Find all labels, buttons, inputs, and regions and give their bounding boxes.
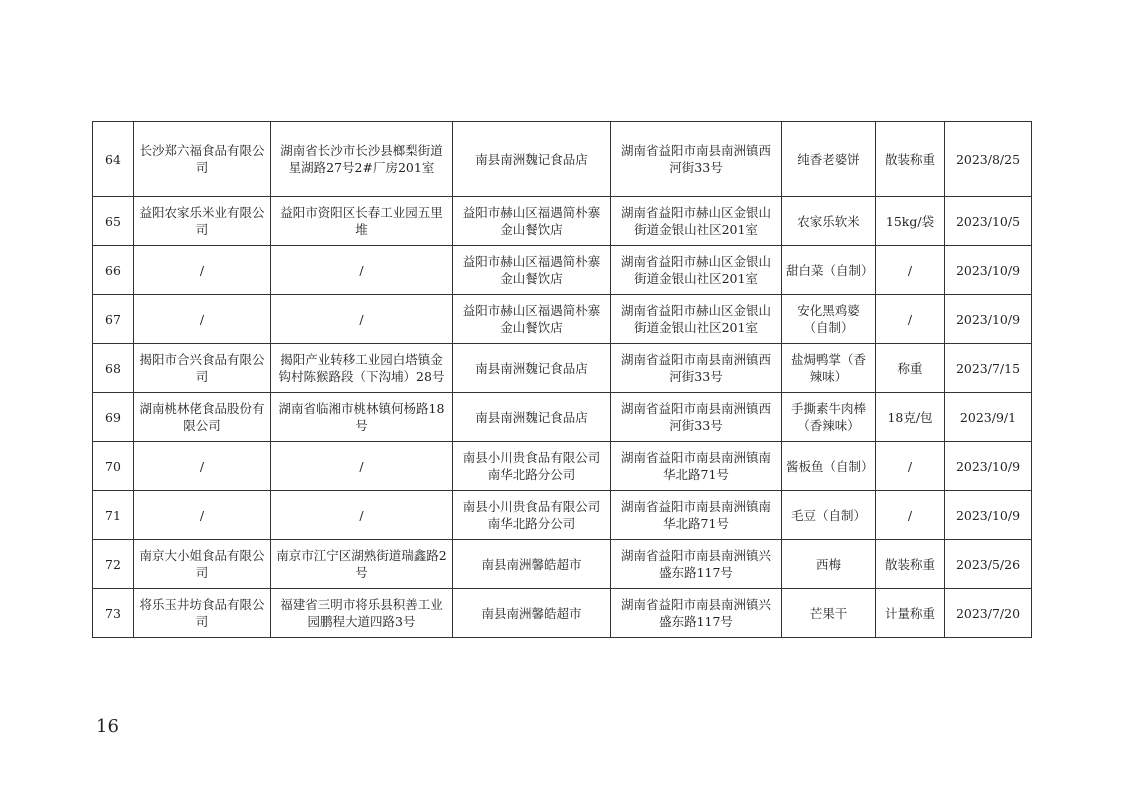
seller-name: 南县小川贵食品有限公司南华北路分公司 [453,442,611,491]
seller-name: 南县南洲馨皓超市 [453,589,611,638]
production-date: 2023/8/25 [945,122,1032,197]
row-number: 73 [93,589,134,638]
seller-name: 益阳市赫山区福遇简朴寨金山餐饮店 [453,197,611,246]
seller-address: 湖南省益阳市赫山区金银山街道金银山社区201室 [611,246,782,295]
row-number: 68 [93,344,134,393]
product-name: 芒果干 [782,589,876,638]
page-number: 16 [96,716,119,737]
producer-address: 揭阳产业转移工业园白塔镇金钩村陈猴路段（下沟埔）28号 [271,344,453,393]
table-row [93,491,1032,540]
product-name: 安化黑鸡婆（自制） [782,295,876,344]
table-row [93,295,1032,344]
producer-address: 益阳市资阳区长春工业园五里堆 [271,197,453,246]
producer-name: 南京大小姐食品有限公司 [134,540,271,589]
product-spec: 称重 [876,344,945,393]
seller-name: 南县南洲魏记食品店 [453,122,611,197]
seller-address: 湖南省益阳市南县南洲镇南华北路71号 [611,491,782,540]
product-spec: 散装称重 [876,122,945,197]
product-spec: 计量称重 [876,589,945,638]
product-spec: 15kg/袋 [876,197,945,246]
row-number: 66 [93,246,134,295]
production-date: 2023/10/9 [945,246,1032,295]
producer-address: / [271,295,453,344]
seller-address: 湖南省益阳市南县南洲镇兴盛东路117号 [611,540,782,589]
product-spec: / [876,295,945,344]
product-name: 手撕素牛肉棒（香辣味） [782,393,876,442]
seller-name: 南县南洲馨皓超市 [453,540,611,589]
row-number: 65 [93,197,134,246]
row-number: 71 [93,491,134,540]
table-row [93,540,1032,589]
seller-name: 南县小川贵食品有限公司南华北路分公司 [453,491,611,540]
producer-name: 将乐玉井坊食品有限公司 [134,589,271,638]
product-name: 西梅 [782,540,876,589]
producer-address: 湖南省长沙市长沙县榔梨街道星湖路27号2#厂房201室 [271,122,453,197]
product-spec: / [876,246,945,295]
seller-address: 湖南省益阳市南县南洲镇西河街33号 [611,344,782,393]
producer-name: / [134,442,271,491]
seller-address: 湖南省益阳市赫山区金银山街道金银山社区201室 [611,197,782,246]
product-spec: / [876,442,945,491]
producer-name: 益阳农家乐米业有限公司 [134,197,271,246]
product-name: 甜白菜（自制） [782,246,876,295]
production-date: 2023/10/5 [945,197,1032,246]
row-number: 69 [93,393,134,442]
product-name: 纯香老婆饼 [782,122,876,197]
producer-address: 南京市江宁区湖熟街道瑞鑫路2号 [271,540,453,589]
producer-address: / [271,491,453,540]
production-date: 2023/10/9 [945,491,1032,540]
producer-address: / [271,246,453,295]
producer-name: 揭阳市合兴食品有限公司 [134,344,271,393]
producer-address: 湖南省临湘市桃林镇何杨路18号 [271,393,453,442]
producer-address: / [271,442,453,491]
production-date: 2023/9/1 [945,393,1032,442]
producer-name: 长沙郑六福食品有限公司 [134,122,271,197]
table-row [93,589,1032,638]
producer-name: / [134,295,271,344]
table-row [93,344,1032,393]
row-number: 70 [93,442,134,491]
row-number: 67 [93,295,134,344]
producer-address: 福建省三明市将乐县积善工业园鹏程大道四路3号 [271,589,453,638]
product-spec: 18克/包 [876,393,945,442]
table-row [93,246,1032,295]
producer-name: / [134,491,271,540]
production-date: 2023/5/26 [945,540,1032,589]
table-row [93,442,1032,491]
seller-address: 湖南省益阳市南县南洲镇南华北路71号 [611,442,782,491]
product-name: 农家乐软米 [782,197,876,246]
seller-address: 湖南省益阳市赫山区金银山街道金银山社区201室 [611,295,782,344]
production-date: 2023/10/9 [945,442,1032,491]
seller-name: 益阳市赫山区福遇简朴寨金山餐饮店 [453,295,611,344]
row-number: 72 [93,540,134,589]
product-name: 盐焗鸭掌（香辣味） [782,344,876,393]
inspection-records-table [92,121,1032,638]
production-date: 2023/7/20 [945,589,1032,638]
table-row [93,393,1032,442]
row-number: 64 [93,122,134,197]
seller-name: 南县南洲魏记食品店 [453,393,611,442]
seller-address: 湖南省益阳市南县南洲镇西河街33号 [611,393,782,442]
production-date: 2023/7/15 [945,344,1032,393]
product-name: 酱板鱼（自制） [782,442,876,491]
table-row [93,122,1032,197]
product-name: 毛豆（自制） [782,491,876,540]
product-spec: / [876,491,945,540]
table-row [93,197,1032,246]
seller-name: 益阳市赫山区福遇简朴寨金山餐饮店 [453,246,611,295]
producer-name: 湖南桃林佬食品股份有限公司 [134,393,271,442]
seller-address: 湖南省益阳市南县南洲镇兴盛东路117号 [611,589,782,638]
product-spec: 散装称重 [876,540,945,589]
seller-address: 湖南省益阳市南县南洲镇西河街33号 [611,122,782,197]
production-date: 2023/10/9 [945,295,1032,344]
seller-name: 南县南洲魏记食品店 [453,344,611,393]
producer-name: / [134,246,271,295]
